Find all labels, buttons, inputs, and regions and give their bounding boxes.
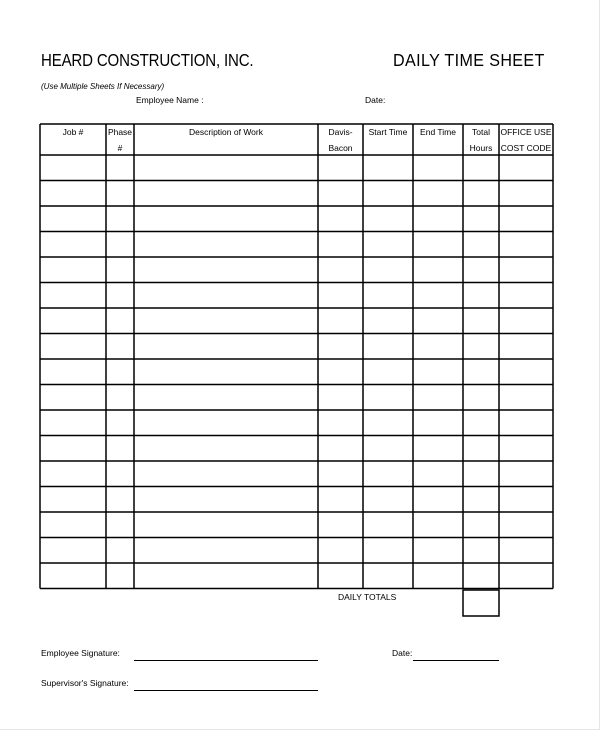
column-header-description: Description of Work <box>188 127 263 137</box>
signature-date-label: Date: <box>392 648 413 658</box>
daily-totals-box[interactable] <box>463 590 499 616</box>
company-name: HEARD CONSTRUCTION, INC. <box>41 50 254 70</box>
daily-totals-label: DAILY TOTALS <box>338 592 397 602</box>
column-header-total-hours: Total Hours <box>469 127 493 153</box>
document-title: DAILY TIME SHEET <box>393 50 545 70</box>
column-header-office-use: OFFICE USE COST CODE <box>500 127 552 153</box>
employee-name-label: Employee Name : <box>136 95 204 105</box>
multiple-sheets-note: (Use Multiple Sheets If Necessary) <box>41 82 165 91</box>
employee-signature-label: Employee Signature: <box>41 648 120 658</box>
supervisor-signature-line[interactable] <box>134 690 318 691</box>
signature-date-line[interactable] <box>413 660 499 661</box>
date-label: Date: <box>365 95 386 105</box>
column-header-end-time: End Time <box>420 127 456 137</box>
column-header-job: Job # <box>62 127 84 137</box>
column-header-phase: Phase # <box>107 127 133 153</box>
employee-signature-line[interactable] <box>134 660 318 661</box>
column-header-davis-bacon: Davis- Bacon <box>328 127 353 153</box>
column-header-start-time: Start Time <box>368 127 408 137</box>
supervisor-signature-label: Supervisor's Signature: <box>41 678 129 688</box>
